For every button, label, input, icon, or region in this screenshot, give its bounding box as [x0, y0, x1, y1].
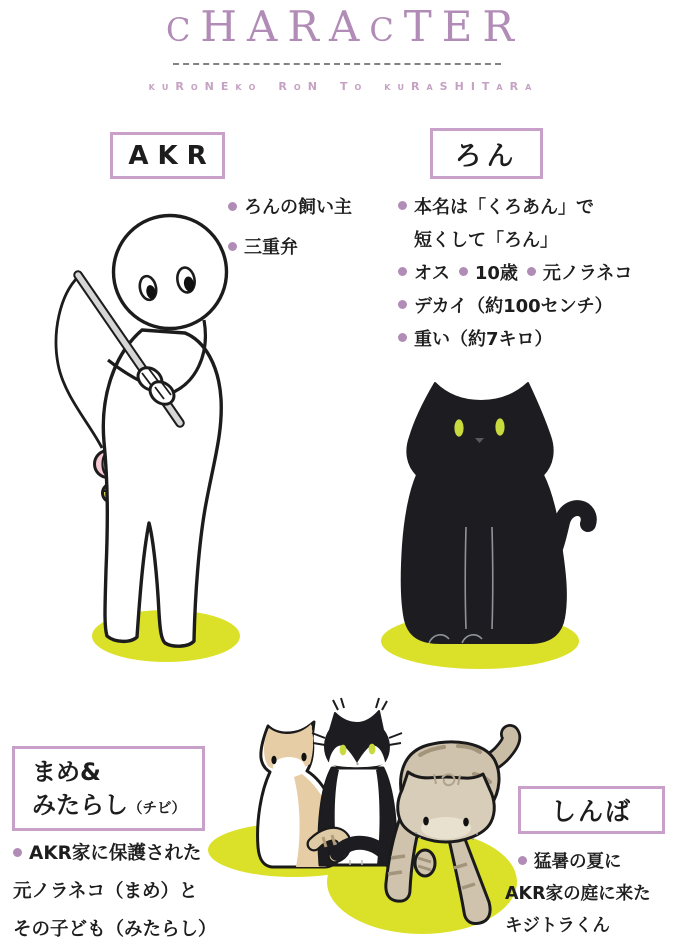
ron-trait-profile [398, 260, 640, 283]
mame-mitarashi-name-box [12, 746, 205, 831]
ron-trait-age: 10歳 [474, 262, 518, 284]
page-title: C H A R A C T E R [165, 2, 515, 51]
mame-label-suffix: （チビ） [128, 800, 186, 817]
shimba-description: 猛暑の夏に AKR家の庭に来た キジトラくん [505, 852, 651, 936]
mame-label-line1: まめ& [32, 758, 101, 787]
bullet-dot-icon [398, 267, 407, 276]
ron-trait-list [398, 194, 640, 359]
mitarashi-tuxedo-cat [312, 698, 402, 865]
ron-trait-origin: 元ノラネコ [542, 262, 633, 284]
mame-label-line2: みたらし（チビ） [32, 790, 186, 819]
three-cats-illustration [192, 678, 537, 946]
ron-trait-name-line2: 短くして「ろん」 [414, 229, 558, 251]
bullet-dot-icon [459, 267, 468, 276]
ron-trait-size: デカイ（約100センチ） [398, 293, 640, 316]
bullet-dot-icon [398, 333, 407, 342]
akr-name-label: AKR [128, 140, 216, 171]
bullet-dot-icon [13, 848, 22, 857]
divider-dashed-line [173, 63, 501, 65]
ron-black-cat-illustration [365, 375, 610, 670]
ron-name-label: ろん [454, 141, 519, 172]
bullet-dot-icon [527, 267, 536, 276]
ron-trait-sex: オス [414, 262, 450, 284]
page-subtitle: K U R O N E K O R O N T O K U R A S H I T A R A [148, 80, 532, 93]
akr-trait-dialect-text: 三重弁 [244, 237, 298, 258]
shimba-name-label: しんば [550, 797, 632, 826]
akr-name-box [110, 132, 225, 179]
akr-person-illustration [38, 192, 323, 670]
bullet-dot-icon [398, 300, 407, 309]
bullet-dot-icon [398, 201, 407, 210]
ron-trait-name-line1: 本名は「くろあん」で [398, 194, 640, 217]
ron-trait-weight: 重い（約7キロ） [398, 326, 640, 349]
akr-trait-owner-text: ろんの飼い主 [244, 197, 352, 218]
ron-name-box [430, 128, 543, 179]
shimba-name-box [518, 786, 665, 834]
mame-mitarashi-description: AKR家に保護された 元ノラネコ（まめ）と その子ども（みたらし） [13, 843, 217, 940]
bullet-dot-icon [518, 856, 527, 865]
